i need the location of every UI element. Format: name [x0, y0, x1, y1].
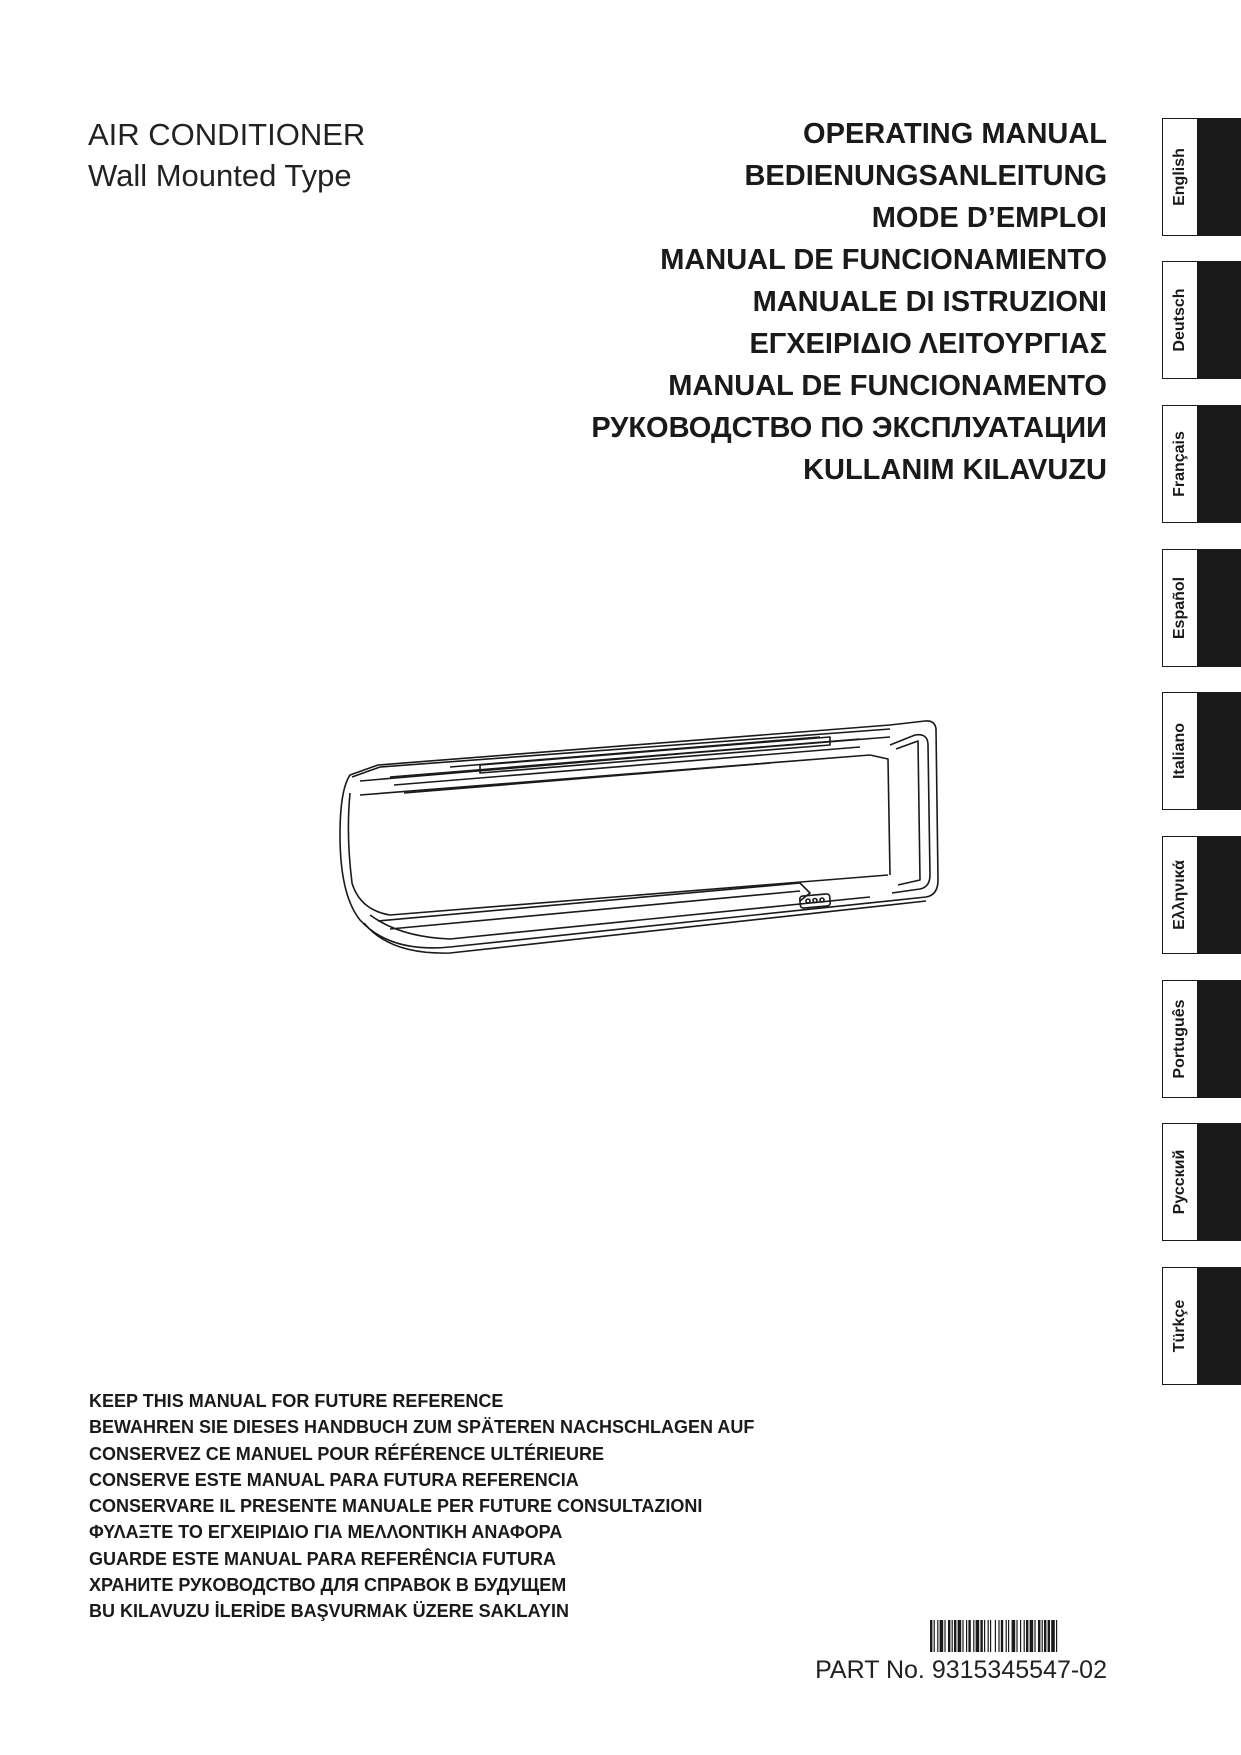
barcode-bar: [958, 1620, 962, 1652]
barcode-bar: [930, 1620, 932, 1652]
language-tab-label: Türkçe: [1171, 1299, 1188, 1353]
product-type: Wall Mounted Type: [88, 158, 352, 193]
manual-title: MANUAL DE FUNCIONAMIENTO: [660, 244, 1107, 276]
barcode-bar: [954, 1620, 956, 1652]
barcode-bar: [1042, 1620, 1043, 1652]
keep-notice: BU KILAVUZU İLERİDE BAŞVURMAK ÜZERE SAKLAYIN: [89, 1601, 570, 1622]
keep-notice: BEWAHREN SIE DIESES HANDBUCH ZUM SPÄTEREN NACHSCHLAGEN AUF: [89, 1417, 755, 1438]
barcode-bar: [998, 1620, 999, 1652]
barcode-bar: [952, 1620, 953, 1652]
barcode-bar: [1044, 1620, 1046, 1652]
language-tab-label: Italiano: [1171, 722, 1188, 780]
barcode-bar: [990, 1620, 991, 1652]
barcode-bar: [1012, 1620, 1016, 1652]
manual-title: BEDIENUNGSANLEITUNG: [744, 160, 1107, 192]
language-tab-label: Español: [1171, 576, 1188, 640]
language-tab-label: Français: [1171, 431, 1188, 497]
air-conditioner-illustration: [330, 715, 940, 975]
language-tab-francais[interactable]: [1162, 405, 1241, 523]
barcode-bar: [1048, 1620, 1050, 1652]
barcode-bar: [940, 1620, 944, 1652]
manual-title: KULLANIM KILAVUZU: [803, 454, 1107, 486]
barcode-bar: [1051, 1620, 1055, 1652]
manual-title: MANUAL DE FUNCIONAMENTO: [668, 370, 1107, 402]
barcode-bar: [1038, 1620, 1040, 1652]
keep-notice: GUARDE ESTE MANUAL PARA REFERÊNCIA FUTURA: [89, 1548, 557, 1569]
manual-title: MODE D’EMPLOI: [871, 202, 1107, 234]
barcode-bar: [1034, 1620, 1035, 1652]
keep-notice: CONSERVARE IL PRESENTE MANUALE PER FUTURE CONSULTAZIONI: [89, 1496, 703, 1517]
barcode-bar: [976, 1620, 980, 1652]
barcode-bar: [1008, 1620, 1009, 1652]
language-tab-deutsch[interactable]: [1162, 261, 1241, 379]
barcode-bar: [988, 1620, 989, 1652]
barcode-bar: [948, 1620, 950, 1652]
barcode-bar: [1030, 1620, 1034, 1652]
keep-manual-notices: [89, 1388, 754, 1625]
language-tab-italiano[interactable]: [1162, 692, 1241, 810]
keep-notice: CONSERVEZ CE MANUEL POUR RÉFÉRENCE ULTÉRIEURE: [89, 1443, 605, 1464]
language-tab-portugues[interactable]: [1162, 980, 1241, 1098]
barcode-bar: [1006, 1620, 1007, 1652]
barcode-bar: [1024, 1620, 1025, 1652]
keep-notice: KEEP THIS MANUAL FOR FUTURE REFERENCE: [89, 1391, 504, 1411]
language-tab-greek[interactable]: [1162, 836, 1241, 954]
manual-titles: [591, 113, 1107, 491]
barcode-bar: [1026, 1620, 1028, 1652]
product-name: AIR CONDITIONER: [88, 117, 366, 152]
manual-title: РУКОВОДСТВО ПО ЭКСПЛУАТАЦИИ: [591, 412, 1107, 444]
keep-notice: ΦΥΛΑΞΤΕ ΤΟ ΕΓΧΕΙΡΙΔΙΟ ΓΙΑ ΜΕΛΛΟΝΤΙΚΗ ΑΝΑΦΟΡΑ: [89, 1522, 563, 1543]
product-heading: [88, 114, 365, 196]
language-tab-english[interactable]: [1162, 118, 1241, 236]
language-tab-label: Deutsch: [1171, 288, 1188, 352]
barcode-bar: [944, 1620, 945, 1652]
barcode-bar: [1056, 1620, 1057, 1652]
language-tab-espanol[interactable]: [1162, 549, 1241, 667]
language-tab-turkce[interactable]: [1162, 1267, 1241, 1385]
language-tab-label: English: [1171, 148, 1188, 206]
barcode-bar: [968, 1620, 970, 1652]
barcode-bar: [934, 1620, 935, 1652]
barcode-bar: [1001, 1620, 1003, 1652]
part-number: PART No. 9315345547-02: [815, 1656, 1107, 1684]
barcode: [930, 1620, 1107, 1652]
language-tab-label: Português: [1171, 999, 1188, 1079]
barcode-bar: [962, 1620, 963, 1652]
language-tab-label: Ελληνικά: [1171, 860, 1188, 930]
keep-notice: ХРАНИТЕ РУКОВОДСТВО ДЛЯ СПРАВОК В БУДУЩЕМ: [89, 1575, 567, 1596]
manual-title: OPERATING MANUAL: [803, 118, 1107, 150]
barcode-bar: [1016, 1620, 1017, 1652]
barcode-bar: [995, 1620, 996, 1652]
manual-title: ΕΓΧΕΙΡΙΔΙΟ ΛΕΙΤΟΥΡΓΙΑΣ: [749, 328, 1107, 360]
barcode-bar: [966, 1620, 967, 1652]
barcode-bar: [980, 1620, 982, 1652]
barcode-bar: [937, 1620, 938, 1652]
barcode-bar: [1020, 1620, 1021, 1652]
language-tab-label: Русский: [1171, 1149, 1188, 1215]
manual-title: MANUALE DI ISTRUZIONI: [752, 286, 1107, 318]
keep-notice: CONSERVE ESTE MANUAL PARA FUTURA REFERENCIA: [89, 1469, 579, 1490]
barcode-bar: [984, 1620, 985, 1652]
barcode-bar: [973, 1620, 974, 1652]
language-tab-russian[interactable]: [1162, 1123, 1241, 1241]
